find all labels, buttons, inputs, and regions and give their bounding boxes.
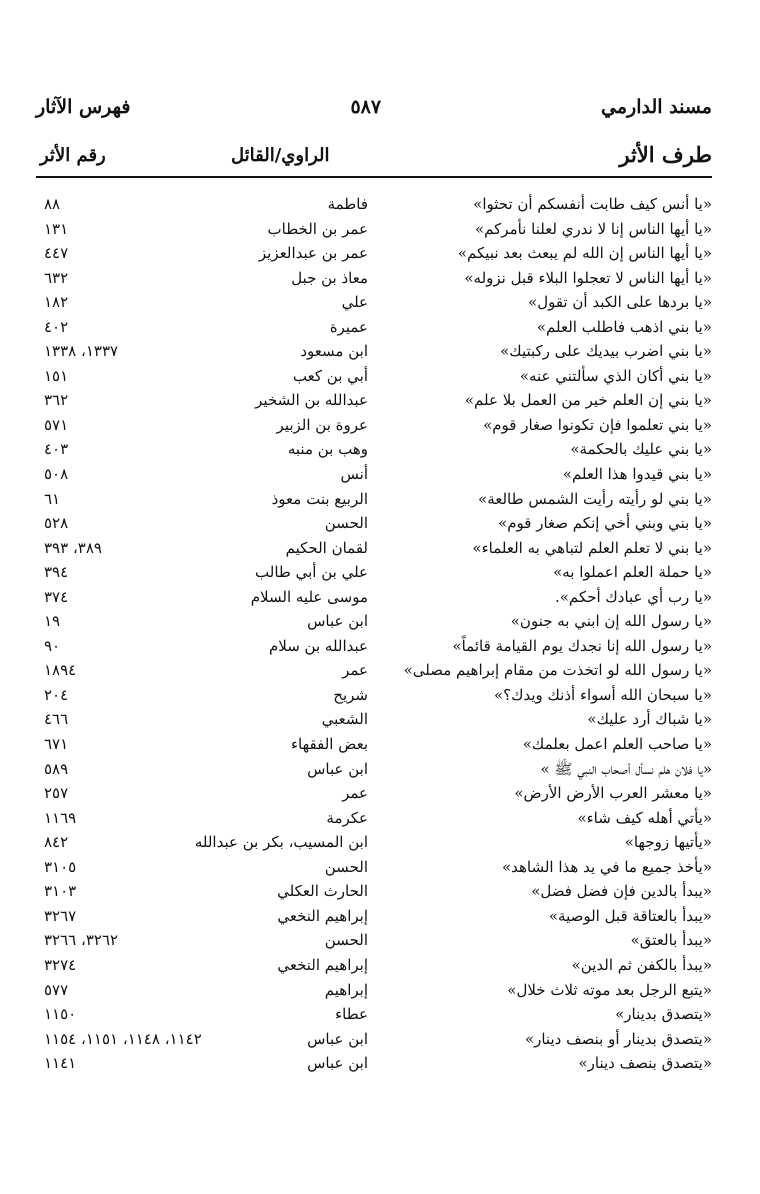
table-row [36, 634, 712, 659]
rawi-cell: عروة بن الزبير [276, 415, 368, 434]
rawi-cell: عمر [342, 661, 368, 680]
athar-cell: «يا صاحب العلم اعمل بعلمك» [522, 735, 712, 754]
index-table [36, 192, 712, 1076]
column-header-athar: طرف الأثر [619, 142, 712, 167]
number-cell: ١٥١ [44, 366, 69, 385]
athar-cell: «يا بني وبني أخي إنكم صغار قوم» [498, 514, 712, 533]
athar-cell: «يبدأ بالعتق» [630, 931, 712, 950]
table-row [36, 266, 712, 291]
rawi-cell: معاذ بن جبل [291, 268, 368, 287]
athar-cell: «يا بني اضرب بيديك على ركبتيك» [500, 342, 712, 361]
athar-cell: «يا أيها الناس لا تعجلوا البلاء قبل نزوله» [464, 268, 712, 287]
number-cell: ٢٥٧ [44, 784, 69, 803]
athar-cell: «يتصدق بدينار أو بنصف دينار» [524, 1029, 712, 1048]
rawi-cell: عطاء [335, 1005, 368, 1024]
number-cell: ٥٧١ [44, 415, 69, 434]
number-cell: ١١٥٠ [44, 1005, 77, 1024]
number-cell: ٨٨ [44, 195, 61, 213]
number-cell: ١١٤٢، ١١٤٨، ١١٥١، ١١٥٤ [44, 1029, 202, 1048]
table-row [36, 732, 712, 757]
rawi-cell: ابن المسيب، بكر بن عبدالله [194, 833, 368, 852]
table-row [36, 413, 712, 438]
table-row [36, 560, 712, 585]
number-cell: ٦١ [44, 489, 61, 508]
table-row [36, 487, 712, 512]
athar-cell: «يتبع الرجل بعد موته ثلاث خلال» [507, 980, 712, 999]
table-row [36, 928, 712, 953]
rawi-cell: عكرمة [326, 808, 368, 827]
number-cell: ٥٠٨ [44, 465, 69, 484]
number-cell: ٣٢٦٢، ٣٢٦٦ [44, 931, 119, 950]
table-row [36, 830, 712, 855]
rawi-cell: عبدالله بن سلام [268, 636, 368, 655]
table-row [36, 806, 712, 831]
table-row [36, 707, 712, 732]
athar-cell: «يا رسول الله إنا نجدك يوم القيامة قائماً» [452, 636, 712, 655]
athar-cell: «يأتيها زوجها» [624, 833, 712, 852]
table-row [36, 609, 712, 634]
number-cell: ١٩ [44, 612, 61, 631]
page-number: ٥٨٧ [350, 96, 382, 118]
rawi-cell: الحسن [324, 857, 368, 876]
athar-cell: «يبدأ بالعتاقة قبل الوصية» [548, 906, 712, 925]
number-cell: ٤٠٣ [44, 440, 69, 459]
rawi-cell: الشعبي [321, 710, 368, 729]
table-row [36, 781, 712, 806]
number-cell: ٣٧٤ [44, 587, 69, 606]
number-cell: ٦٧١ [44, 735, 69, 754]
number-cell: ١١٦٩ [44, 808, 77, 827]
table-row [36, 437, 712, 462]
rawi-cell: عمر بن الخطاب [267, 219, 368, 238]
athar-cell: «يا أيها الناس إنا لا ندري لعلنا نأمركم» [475, 219, 712, 238]
table-row [36, 585, 712, 610]
athar-cell: «يا رسول الله إن ابني به جنون» [510, 612, 712, 631]
table-row [36, 536, 712, 561]
athar-cell: «يا معشر العرب الأرض الأرض» [514, 784, 712, 803]
rawi-cell: عمر [342, 784, 368, 803]
athar-cell: «يا رب أي عبادك أحكم». [554, 587, 712, 606]
rawi-cell: ابن عباس [307, 1029, 368, 1048]
table-row [36, 1027, 712, 1052]
table-row [36, 217, 712, 242]
number-cell: ٤٠٢ [44, 317, 69, 336]
rawi-cell: وهب بن منبه [287, 440, 368, 459]
rawi-cell: عميرة [329, 317, 368, 336]
athar-cell: «يأخذ جميع ما في يد هذا الشاهد» [501, 857, 712, 876]
rawi-cell: موسى عليه السلام [250, 587, 368, 606]
athar-cell: «يا فلان هلم نسأل أصحاب النبي ﷺ » [540, 759, 712, 778]
table-row [36, 511, 712, 536]
number-cell: ٣١٠٣ [44, 882, 77, 901]
table-row [36, 290, 712, 315]
number-cell: ٥٢٨ [44, 514, 69, 533]
rawi-cell: أنس [340, 465, 368, 484]
athar-cell: «يتصدق بدينار» [615, 1005, 712, 1024]
table-row [36, 339, 712, 364]
number-cell: ٥٨٩ [44, 759, 69, 778]
rawi-cell: إبراهيم [324, 980, 368, 999]
number-cell: ١٨٢ [44, 293, 69, 312]
table-row [36, 683, 712, 708]
number-cell: ٢٠٤ [44, 685, 69, 704]
athar-cell: «يا حملة العلم اعملوا به» [553, 563, 712, 582]
table-row [36, 879, 712, 904]
number-cell: ٣٢٧٤ [44, 955, 77, 974]
rawi-cell: علي [341, 293, 368, 312]
number-cell: ٥٧٧ [44, 980, 69, 999]
table-row [36, 364, 712, 389]
athar-cell: «يا بني لو رأيته رأيت الشمس طالعة» [478, 489, 712, 508]
number-cell: ١٣١ [44, 219, 69, 238]
athar-cell: «يا أيها الناس إن الله لم يبعث بعد نبيكم» [457, 244, 712, 263]
number-cell: ٦٣٢ [44, 268, 69, 287]
table-row [36, 904, 712, 929]
athar-cell: «يبدأ بالكفن ثم الدين» [571, 955, 712, 974]
rawi-cell: ابن مسعود [300, 342, 368, 361]
rawi-cell: فاطمة [327, 195, 368, 213]
rawi-cell: ابن عباس [307, 759, 368, 778]
rawi-cell: إبراهيم النخعي [277, 955, 368, 974]
athar-cell: «يتصدق بنصف دينار» [578, 1054, 712, 1073]
rawi-cell: الحسن [324, 514, 368, 533]
table-row [36, 1051, 712, 1076]
table-row [36, 462, 712, 487]
table-row [36, 315, 712, 340]
table-row [36, 658, 712, 683]
table-row [36, 192, 712, 217]
number-cell: ١٣٣٧، ١٣٣٨ [44, 342, 119, 361]
athar-cell: «يا شباك أرد عليك» [587, 710, 712, 729]
rawi-cell: بعض الفقهاء [290, 735, 368, 754]
athar-cell: «يا بني لا تعلم العلم لتباهي به العلماء» [472, 538, 712, 557]
number-cell: ٩٠ [44, 636, 61, 655]
athar-cell: «يا بني إن العلم خير من العمل بلا علم» [464, 391, 712, 410]
number-cell: ٣٩٤ [44, 563, 69, 582]
number-cell: ٨٤٢ [44, 833, 69, 852]
rawi-cell: الحارث العكلي [277, 882, 368, 901]
table-row [36, 1002, 712, 1027]
rawi-cell: أبي بن كعب [292, 366, 368, 385]
rawi-cell: شريح [333, 685, 368, 704]
number-cell: ٤٤٧ [44, 244, 69, 263]
athar-cell: «يأتي أهله كيف شاء» [577, 808, 712, 827]
rawi-cell: ابن عباس [307, 612, 368, 631]
athar-cell: «يا بني اذهب فاطلب العلم» [536, 317, 712, 336]
athar-cell: «يا بني تعلموا فإن تكونوا صغار قوم» [483, 415, 712, 434]
athar-cell: «يا بردها على الكبد أن تقول» [528, 293, 712, 312]
number-cell: ٤٦٦ [44, 710, 69, 729]
rawi-cell: عمر بن عبدالعزيز [258, 244, 368, 263]
athar-cell: «يا أنس كيف طابت أنفسكم أن تحثوا» [473, 195, 712, 213]
rawi-cell: عبدالله بن الشخير [255, 391, 368, 410]
number-cell: ٣٢٦٧ [44, 906, 77, 925]
column-header-number: رقم الأثر [40, 145, 106, 166]
athar-cell: «يا بني أكان الذي سألتني عنه» [519, 366, 712, 385]
running-header [36, 92, 712, 122]
rawi-cell: علي بن أبي طالب [255, 563, 368, 582]
table-row [36, 757, 712, 782]
athar-cell: «يا بني عليك بالحكمة» [570, 440, 712, 459]
rawi-cell: الربيع بنت معوذ [271, 489, 368, 508]
table-row [36, 855, 712, 880]
book-title: مسند الدارمي [601, 96, 712, 118]
table-row [36, 978, 712, 1003]
section-title: فهرس الآثار [36, 96, 131, 118]
number-cell: ٣٨٩، ٣٩٣ [44, 538, 102, 557]
table-row [36, 953, 712, 978]
rawi-cell: ابن عباس [307, 1054, 368, 1073]
table-row [36, 388, 712, 413]
rawi-cell: الحسن [324, 931, 368, 950]
number-cell: ١٨٩٤ [44, 661, 77, 680]
number-cell: ١١٤١ [44, 1054, 77, 1073]
athar-cell: «يا بني قيدوا هذا العلم» [562, 465, 712, 484]
column-header-rawi: الراوي/القائل [231, 145, 330, 166]
number-cell: ٣١٠٥ [44, 857, 77, 876]
rawi-cell: لقمان الحكيم [285, 538, 368, 557]
rawi-cell: إبراهيم النخعي [277, 906, 368, 925]
athar-cell: «يا رسول الله لو اتخذت من مقام إبراهيم مصلى» [403, 661, 712, 680]
athar-cell: «يبدأ بالدين فإن فضل فضل» [531, 882, 712, 901]
athar-cell: «يا سبحان الله أسواء أذنك ويدك؟» [493, 685, 712, 704]
number-cell: ٣٦٢ [44, 391, 69, 410]
column-headers [36, 142, 712, 178]
table-row [36, 241, 712, 266]
